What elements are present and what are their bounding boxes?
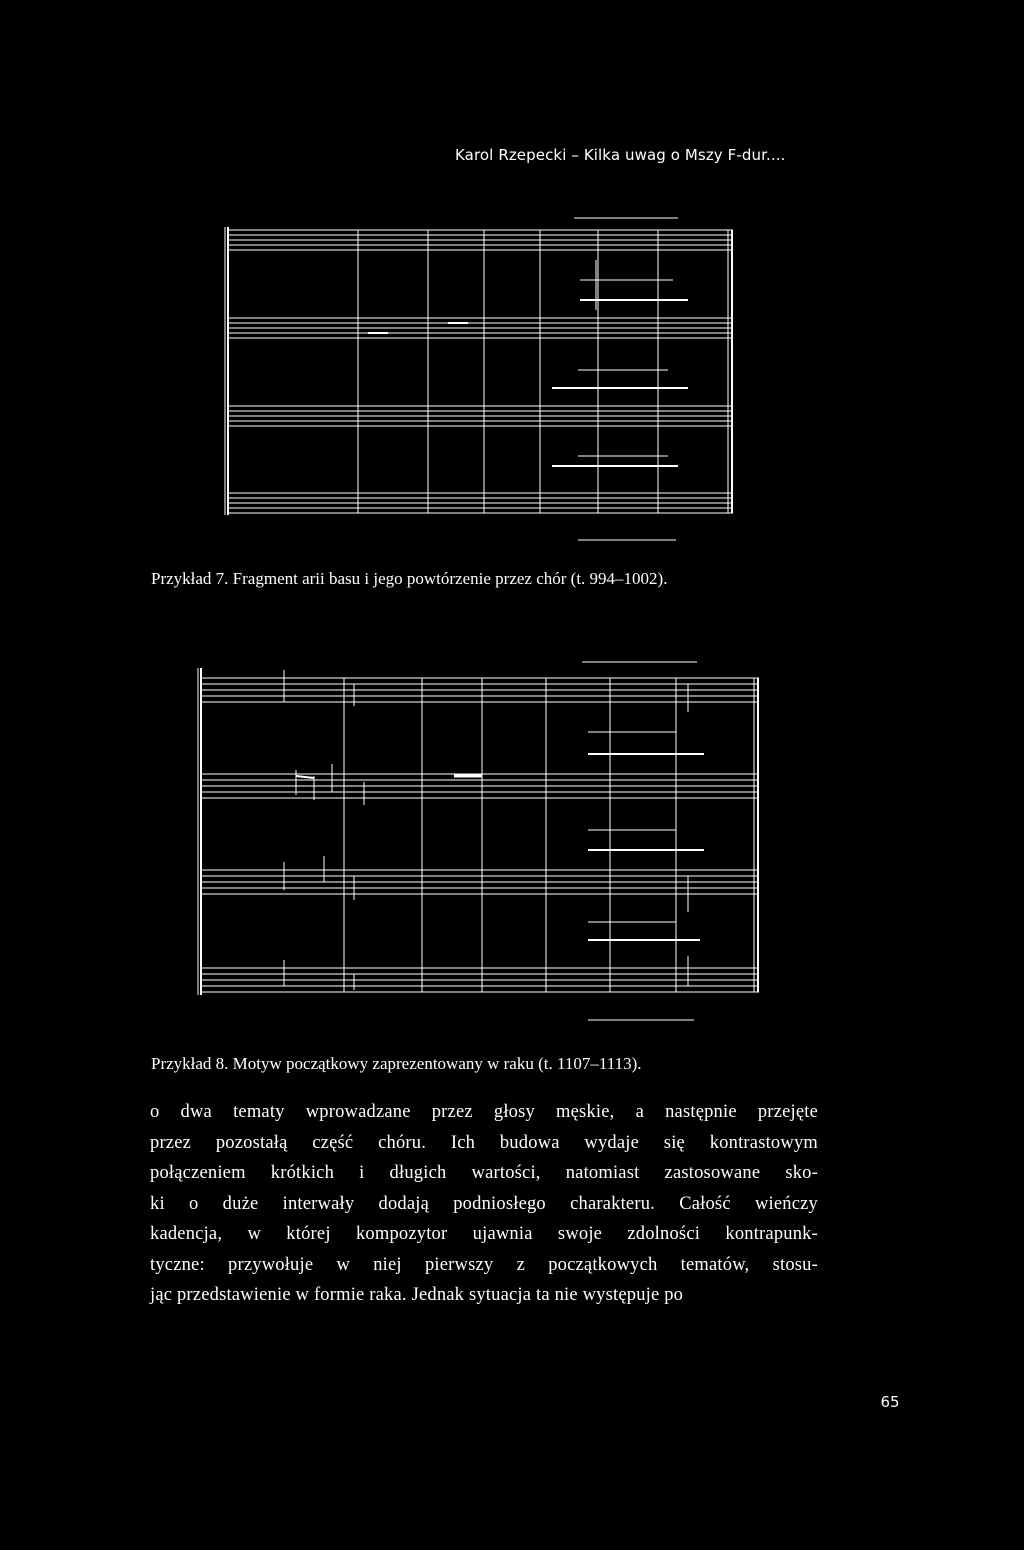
staff-2 — [201, 774, 759, 798]
staff-1 — [228, 230, 733, 250]
page-number: 65 — [880, 1393, 900, 1411]
staff-1 — [201, 678, 759, 702]
body-line: kadencja, w której kompozytor ujawnia swoje zdolności kontrapunk- — [150, 1224, 818, 1244]
body-paragraph — [150, 1097, 818, 1311]
running-head: Karol Rzepecki – Kilka uwag o Mszy F-dur.... — [455, 146, 786, 164]
body-line: ki o duże interwały dodają podniosłego charakteru. Całość wieńczy — [150, 1193, 818, 1214]
staff-2 — [228, 318, 733, 338]
body-line: połączeniem krótkich i długich wartości, natomiast zastosowane sko- — [150, 1163, 818, 1183]
music-score-example-7 — [218, 210, 738, 550]
body-line: jąc przedstawienie w formie raka. Jednak sytuacja ta nie występuje po — [150, 1285, 684, 1305]
staff-4 — [201, 968, 759, 992]
body-line: tyczne: przywołuje w niej pierwszy z początkowych tematów, stosu- — [150, 1254, 818, 1275]
example-7-caption: Przykład 7. Fragment arii basu i jego powtórzenie przez chór (t. 994–1002). — [151, 569, 668, 588]
staff-3 — [201, 870, 759, 894]
staff-4 — [228, 493, 733, 513]
example-8-caption: Przykład 8. Motyw początkowy zaprezentowany w raku (t. 1107–1113). — [151, 1054, 642, 1073]
music-score-example-8 — [192, 650, 764, 1028]
staff-3 — [228, 406, 733, 426]
body-line: przez pozostałą część chóru. Ich budowa wydaje się kontrastowym — [150, 1132, 818, 1153]
body-line: o dwa tematy wprowadzane przez głosy męskie, a następnie przejęte — [150, 1102, 818, 1122]
